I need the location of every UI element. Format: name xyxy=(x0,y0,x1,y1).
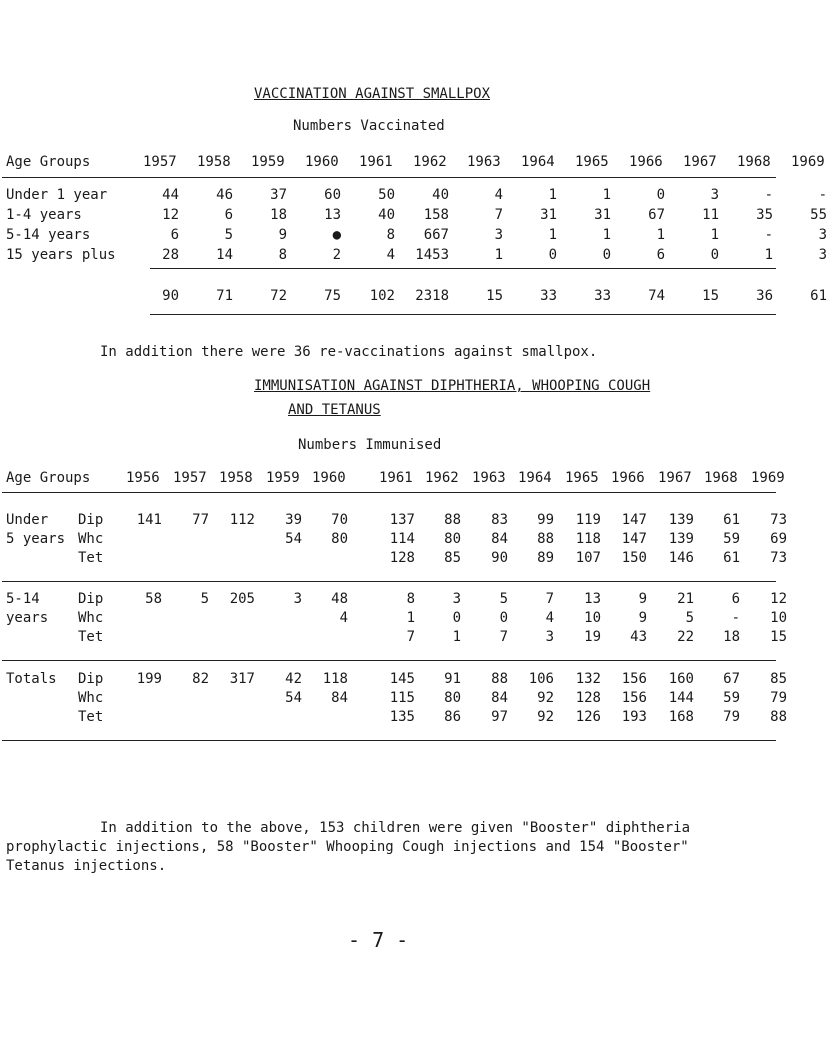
immunisation-cell: 99 xyxy=(537,512,554,528)
smallpox-cell: 0 xyxy=(710,247,719,263)
immunisation-subtitle: Numbers Immunised xyxy=(298,437,442,453)
immunisation-row-type: Whc xyxy=(78,531,104,547)
immunisation-cell: 13 xyxy=(584,591,601,607)
smallpox-total-cell: 75 xyxy=(324,288,341,304)
smallpox-cell: 6 xyxy=(224,207,233,223)
smallpox-cell: 1 xyxy=(710,227,719,243)
immunisation-cell: 88 xyxy=(444,512,461,528)
immunisation-cell: 4 xyxy=(545,610,554,626)
smallpox-cell: 4 xyxy=(386,247,395,263)
smallpox-cell: 1 xyxy=(548,227,557,243)
immunisation-cell: 5 xyxy=(685,610,694,626)
smallpox-total-cell: 36 xyxy=(756,288,773,304)
immunisation-group-label: 5 years xyxy=(6,531,66,547)
immunisation-cell: 10 xyxy=(770,610,787,626)
immunisation-year-1966: 1966 xyxy=(611,470,645,486)
smallpox-cell: 40 xyxy=(432,187,449,203)
smallpox-header-rule xyxy=(2,177,776,178)
immunisation-cell: 126 xyxy=(575,709,601,725)
smallpox-cell: 3 xyxy=(710,187,719,203)
smallpox-cell: 2 xyxy=(332,247,341,263)
immunisation-cell: 128 xyxy=(389,550,415,566)
smallpox-cell: 4 xyxy=(494,187,503,203)
immunisation-cell: 80 xyxy=(444,531,461,547)
smallpox-total-cell: 71 xyxy=(216,288,233,304)
smallpox-cell: - xyxy=(764,227,773,243)
smallpox-row-label: Under 1 year xyxy=(6,187,108,203)
immunisation-cell: 132 xyxy=(575,671,601,687)
immunisation-cell: 92 xyxy=(537,709,554,725)
immunisation-cell: 5 xyxy=(499,591,508,607)
immunisation-cell: 114 xyxy=(389,531,415,547)
immunisation-note-line2: prophylactic injections, 58 "Booster" Whooping Cough injections and 154 "Booster" xyxy=(6,839,689,855)
smallpox-year-1958: 1958 xyxy=(197,154,231,170)
smallpox-cell: 1 xyxy=(764,247,773,263)
smallpox-year-1965: 1965 xyxy=(575,154,609,170)
smallpox-cell: 667 xyxy=(423,227,449,243)
smallpox-cell: 40 xyxy=(378,207,395,223)
smallpox-cell: 3 xyxy=(818,247,827,263)
immunisation-row-type: Dip xyxy=(78,671,104,687)
immunisation-cell: 115 xyxy=(389,690,415,706)
smallpox-total-cell: 102 xyxy=(369,288,395,304)
smallpox-year-1968: 1968 xyxy=(737,154,771,170)
immunisation-cell: 147 xyxy=(621,512,647,528)
immunisation-cell: 21 xyxy=(677,591,694,607)
smallpox-year-1964: 1964 xyxy=(521,154,555,170)
immunisation-cell: 97 xyxy=(491,709,508,725)
immunisation-cell: 147 xyxy=(621,531,647,547)
smallpox-cell: ● xyxy=(332,227,341,243)
immunisation-cell: 61 xyxy=(723,512,740,528)
smallpox-cell: 1453 xyxy=(415,247,449,263)
smallpox-cell: 158 xyxy=(423,207,449,223)
immunisation-cell: 160 xyxy=(668,671,694,687)
immunisation-cell: 1 xyxy=(406,610,415,626)
immunisation-cell: 86 xyxy=(444,709,461,725)
smallpox-total-cell: 15 xyxy=(702,288,719,304)
smallpox-cell: 31 xyxy=(540,207,557,223)
smallpox-total-cell: 33 xyxy=(540,288,557,304)
immunisation-cell: 7 xyxy=(499,629,508,645)
smallpox-cell: 1 xyxy=(602,187,611,203)
immunisation-title-line2: AND TETANUS xyxy=(288,402,381,418)
immunisation-cell: - xyxy=(731,610,740,626)
immunisation-cell: 88 xyxy=(491,671,508,687)
immunisation-group-rule xyxy=(2,740,776,741)
smallpox-total-cell: 74 xyxy=(648,288,665,304)
immunisation-cell: 145 xyxy=(389,671,415,687)
immunisation-cell: 6 xyxy=(731,591,740,607)
immunisation-group-label: 5-14 xyxy=(6,591,40,607)
smallpox-cell: - xyxy=(764,187,773,203)
smallpox-total-cell: 90 xyxy=(162,288,179,304)
immunisation-cell: 4 xyxy=(339,610,348,626)
immunisation-cell: 146 xyxy=(668,550,694,566)
immunisation-cell: 79 xyxy=(770,690,787,706)
immunisation-cell: 10 xyxy=(584,610,601,626)
immunisation-header-rule xyxy=(2,492,776,493)
immunisation-cell: 54 xyxy=(285,531,302,547)
immunisation-title-line1: IMMUNISATION AGAINST DIPHTHERIA, WHOOPING COUGH xyxy=(254,378,651,394)
immunisation-cell: 85 xyxy=(444,550,461,566)
immunisation-cell: 139 xyxy=(668,531,694,547)
immunisation-age-groups-header: Age Groups xyxy=(6,470,91,486)
immunisation-cell: 139 xyxy=(668,512,694,528)
immunisation-cell: 128 xyxy=(575,690,601,706)
page-number: - 7 - xyxy=(348,928,409,952)
smallpox-cell: 3 xyxy=(494,227,503,243)
immunisation-cell: 0 xyxy=(499,610,508,626)
smallpox-cell: 9 xyxy=(278,227,287,243)
smallpox-total-cell: 15 xyxy=(486,288,503,304)
smallpox-row-label: 5-14 years xyxy=(6,227,91,243)
smallpox-year-1962: 1962 xyxy=(413,154,447,170)
smallpox-total-cell: 33 xyxy=(594,288,611,304)
smallpox-year-1967: 1967 xyxy=(683,154,717,170)
immunisation-cell: 7 xyxy=(545,591,554,607)
immunisation-cell: 67 xyxy=(723,671,740,687)
immunisation-row-type: Dip xyxy=(78,591,104,607)
immunisation-row-type: Dip xyxy=(78,512,104,528)
immunisation-cell: 317 xyxy=(229,671,255,687)
immunisation-cell: 91 xyxy=(444,671,461,687)
immunisation-year-1960: 1960 xyxy=(312,470,346,486)
smallpox-cell: 14 xyxy=(216,247,233,263)
immunisation-cell: 84 xyxy=(491,690,508,706)
smallpox-year-1957: 1957 xyxy=(143,154,177,170)
immunisation-cell: 107 xyxy=(575,550,601,566)
immunisation-year-1961: 1961 xyxy=(379,470,413,486)
immunisation-group-label: Totals xyxy=(6,671,57,687)
immunisation-cell: 90 xyxy=(491,550,508,566)
smallpox-subtitle: Numbers Vaccinated xyxy=(293,118,445,134)
smallpox-cell: 0 xyxy=(656,187,665,203)
immunisation-year-1965: 1965 xyxy=(565,470,599,486)
immunisation-cell: 84 xyxy=(491,531,508,547)
immunisation-cell: 82 xyxy=(192,671,209,687)
immunisation-cell: 80 xyxy=(331,531,348,547)
immunisation-cell: 54 xyxy=(285,690,302,706)
immunisation-row-type: Tet xyxy=(78,550,104,566)
smallpox-cell: 67 xyxy=(648,207,665,223)
smallpox-year-1969: 1969 xyxy=(791,154,825,170)
immunisation-row-type: Tet xyxy=(78,629,104,645)
immunisation-cell: 5 xyxy=(200,591,209,607)
immunisation-cell: 89 xyxy=(537,550,554,566)
smallpox-cell: 0 xyxy=(548,247,557,263)
immunisation-cell: 7 xyxy=(406,629,415,645)
immunisation-cell: 205 xyxy=(229,591,255,607)
smallpox-total-cell: 61 xyxy=(810,288,827,304)
smallpox-cell: 35 xyxy=(756,207,773,223)
immunisation-year-1959: 1959 xyxy=(266,470,300,486)
immunisation-year-1969: 1969 xyxy=(751,470,785,486)
immunisation-cell: 73 xyxy=(770,550,787,566)
immunisation-cell: 9 xyxy=(638,591,647,607)
smallpox-cell: - xyxy=(818,187,827,203)
immunisation-cell: 22 xyxy=(677,629,694,645)
immunisation-cell: 39 xyxy=(285,512,302,528)
immunisation-row-type: Whc xyxy=(78,690,104,706)
immunisation-cell: 135 xyxy=(389,709,415,725)
smallpox-total-cell: 2318 xyxy=(415,288,449,304)
immunisation-cell: 61 xyxy=(723,550,740,566)
immunisation-cell: 118 xyxy=(322,671,348,687)
smallpox-cell: 46 xyxy=(216,187,233,203)
immunisation-cell: 118 xyxy=(575,531,601,547)
immunisation-cell: 144 xyxy=(668,690,694,706)
immunisation-cell: 3 xyxy=(452,591,461,607)
smallpox-totals-rule-bottom xyxy=(150,314,776,315)
smallpox-cell: 55 xyxy=(810,207,827,223)
immunisation-group-rule xyxy=(2,581,776,582)
immunisation-year-1964: 1964 xyxy=(518,470,552,486)
smallpox-cell: 3 xyxy=(818,227,827,243)
smallpox-cell: 44 xyxy=(162,187,179,203)
immunisation-cell: 80 xyxy=(444,690,461,706)
immunisation-cell: 84 xyxy=(331,690,348,706)
smallpox-cell: 6 xyxy=(170,227,179,243)
immunisation-cell: 19 xyxy=(584,629,601,645)
immunisation-cell: 70 xyxy=(331,512,348,528)
smallpox-year-1966: 1966 xyxy=(629,154,663,170)
immunisation-cell: 88 xyxy=(537,531,554,547)
immunisation-cell: 193 xyxy=(621,709,647,725)
immunisation-cell: 137 xyxy=(389,512,415,528)
smallpox-cell: 1 xyxy=(548,187,557,203)
immunisation-cell: 9 xyxy=(638,610,647,626)
smallpox-cell: 60 xyxy=(324,187,341,203)
immunisation-cell: 106 xyxy=(528,671,554,687)
immunisation-note-line3: Tetanus injections. xyxy=(6,858,167,874)
immunisation-cell: 3 xyxy=(545,629,554,645)
immunisation-cell: 79 xyxy=(723,709,740,725)
immunisation-cell: 3 xyxy=(293,591,302,607)
immunisation-cell: 73 xyxy=(770,512,787,528)
immunisation-year-1963: 1963 xyxy=(472,470,506,486)
smallpox-cell: 13 xyxy=(324,207,341,223)
immunisation-cell: 43 xyxy=(630,629,647,645)
immunisation-cell: 42 xyxy=(285,671,302,687)
immunisation-row-type: Whc xyxy=(78,610,104,626)
immunisation-year-1957: 1957 xyxy=(173,470,207,486)
smallpox-cell: 18 xyxy=(270,207,287,223)
smallpox-cell: 1 xyxy=(656,227,665,243)
smallpox-cell: 8 xyxy=(386,227,395,243)
immunisation-cell: 77 xyxy=(192,512,209,528)
immunisation-cell: 59 xyxy=(723,690,740,706)
immunisation-group-label: years xyxy=(6,610,49,626)
smallpox-year-1960: 1960 xyxy=(305,154,339,170)
smallpox-cell: 31 xyxy=(594,207,611,223)
immunisation-note-line1: In addition to the above, 153 children were given "Booster" diphtheria xyxy=(100,820,691,836)
smallpox-cell: 1 xyxy=(494,247,503,263)
smallpox-total-cell: 72 xyxy=(270,288,287,304)
immunisation-cell: 59 xyxy=(723,531,740,547)
immunisation-cell: 119 xyxy=(575,512,601,528)
smallpox-cell: 6 xyxy=(656,247,665,263)
smallpox-age-groups-header: Age Groups xyxy=(6,154,91,170)
smallpox-cell: 0 xyxy=(602,247,611,263)
smallpox-cell: 7 xyxy=(494,207,503,223)
immunisation-cell: 156 xyxy=(621,690,647,706)
immunisation-cell: 12 xyxy=(770,591,787,607)
immunisation-cell: 18 xyxy=(723,629,740,645)
immunisation-cell: 112 xyxy=(229,512,255,528)
smallpox-title: VACCINATION AGAINST SMALLPOX xyxy=(254,86,491,102)
smallpox-cell: 50 xyxy=(378,187,395,203)
immunisation-cell: 0 xyxy=(452,610,461,626)
immunisation-cell: 58 xyxy=(145,591,162,607)
immunisation-cell: 156 xyxy=(621,671,647,687)
smallpox-row-label: 15 years plus xyxy=(6,247,116,263)
immunisation-cell: 48 xyxy=(331,591,348,607)
smallpox-cell: 1 xyxy=(602,227,611,243)
smallpox-cell: 8 xyxy=(278,247,287,263)
smallpox-year-1961: 1961 xyxy=(359,154,393,170)
immunisation-year-1967: 1967 xyxy=(658,470,692,486)
immunisation-cell: 69 xyxy=(770,531,787,547)
immunisation-cell: 85 xyxy=(770,671,787,687)
smallpox-cell: 28 xyxy=(162,247,179,263)
immunisation-year-1958: 1958 xyxy=(219,470,253,486)
immunisation-year-1962: 1962 xyxy=(425,470,459,486)
smallpox-year-1963: 1963 xyxy=(467,154,501,170)
smallpox-row-label: 1-4 years xyxy=(6,207,82,223)
immunisation-cell: 141 xyxy=(136,512,162,528)
smallpox-totals-rule-top xyxy=(150,268,776,269)
immunisation-cell: 92 xyxy=(537,690,554,706)
smallpox-cell: 11 xyxy=(702,207,719,223)
immunisation-cell: 150 xyxy=(621,550,647,566)
immunisation-group-label: Under xyxy=(6,512,49,528)
smallpox-year-1959: 1959 xyxy=(251,154,285,170)
immunisation-cell: 83 xyxy=(491,512,508,528)
smallpox-cell: 5 xyxy=(224,227,233,243)
smallpox-note: In addition there were 36 re-vaccinations against smallpox. xyxy=(100,344,598,360)
immunisation-cell: 1 xyxy=(452,629,461,645)
immunisation-year-1968: 1968 xyxy=(704,470,738,486)
immunisation-year-1956: 1956 xyxy=(126,470,160,486)
immunisation-row-type: Tet xyxy=(78,709,104,725)
immunisation-cell: 8 xyxy=(406,591,415,607)
smallpox-cell: 37 xyxy=(270,187,287,203)
immunisation-cell: 199 xyxy=(136,671,162,687)
immunisation-cell: 15 xyxy=(770,629,787,645)
smallpox-cell: 12 xyxy=(162,207,179,223)
immunisation-cell: 168 xyxy=(668,709,694,725)
immunisation-cell: 88 xyxy=(770,709,787,725)
immunisation-group-rule xyxy=(2,660,776,661)
